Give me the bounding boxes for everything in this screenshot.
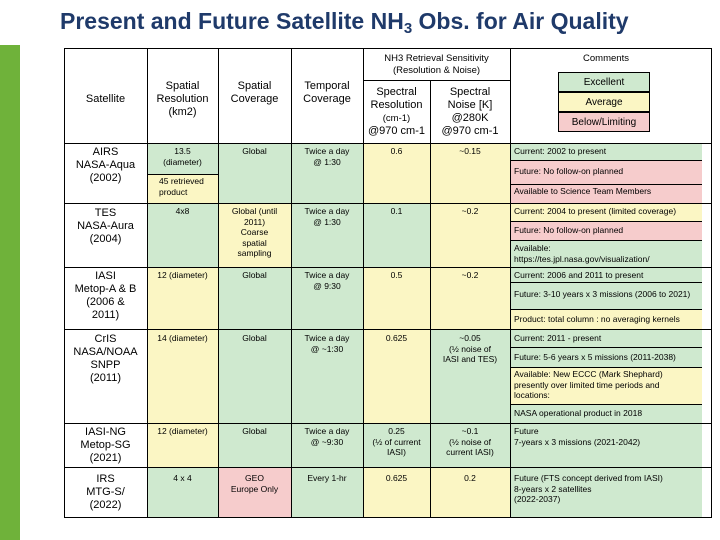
row-rule xyxy=(363,80,510,81)
tes-coverage: Global (until 2011) Coarse spatial sampling xyxy=(231,206,278,258)
row-rule xyxy=(510,160,702,161)
satellite-tes: TES NASA-Aura (2004) xyxy=(77,207,134,245)
tes-resolution: 4x8 xyxy=(175,206,190,216)
header-spectral-resolution: Spectral Resolution (cm-1) @970 cm-1 xyxy=(367,86,426,137)
header-satellite: Satellite xyxy=(85,93,126,105)
irs-comment: Future (FTS concept derived from IASI) 8-years x 2 satellites (2022-2037) xyxy=(514,473,663,504)
satellite-airs: AIRS NASA-Aqua (2002) xyxy=(75,146,136,184)
tes-noise: ~0.2 xyxy=(461,206,479,216)
irs-noise: 0.2 xyxy=(464,473,476,483)
satellite-iasi-ng: IASI-NG Metop-SG (2021) xyxy=(80,426,131,464)
col-rule xyxy=(218,48,219,518)
row-rule xyxy=(64,203,712,204)
irs-resolution: 4 x 4 xyxy=(173,473,192,483)
row-rule xyxy=(510,309,702,310)
header-spatial-resolution: Spatial Resolution (km2) xyxy=(156,80,209,118)
cris-coverage: Global xyxy=(242,333,267,343)
header-temporal-coverage: Temporal Coverage xyxy=(303,80,351,105)
iasi-ng-comment: Future 7-years x 3 missions (2021-2042) xyxy=(514,426,641,447)
irs-spectral-resolution: 0.625 xyxy=(385,473,408,483)
airs-temporal: Twice a day @ 1:30 xyxy=(304,146,350,167)
airs-comment-current: Current: 2002 to present xyxy=(514,146,607,156)
iasi-comment-product: Product: total column : no averaging kernels xyxy=(514,314,680,324)
satellite-irs: IRS MTG-S/ (2022) xyxy=(86,473,125,511)
iasi-resolution: 12 (diameter) xyxy=(157,270,208,280)
row-rule xyxy=(64,143,712,144)
row-rule xyxy=(64,467,712,468)
header-comments: Comments xyxy=(583,53,629,64)
cris-temporal: Twice a day @ ~1:30 xyxy=(304,333,350,354)
iasi-ng-temporal: Twice a day @ ~9:30 xyxy=(304,426,350,447)
row-rule xyxy=(510,367,702,368)
irs-temporal: Every 1-hr xyxy=(307,473,347,483)
tes-comment-future: Future: No follow-on planned xyxy=(514,225,624,235)
tes-link[interactable]: https://tes.jpl.nasa.gov/visualization/ xyxy=(514,253,650,264)
iasi-spectral-resolution: 0.5 xyxy=(390,270,403,280)
row-rule xyxy=(510,347,702,348)
col-rule xyxy=(510,48,511,518)
row-rule xyxy=(510,404,702,405)
cris-comment-current: Current: 2011 - present xyxy=(514,333,602,343)
cris-comment-availability: Available: New ECCC (Mark Shephard) presently over limited time periods and locations: xyxy=(514,369,663,400)
cris-resolution: 14 (diameter) xyxy=(157,333,208,343)
tes-comment-availability: Available: https://tes.jpl.nasa.gov/visualization/ xyxy=(514,243,700,264)
row-rule xyxy=(510,240,702,241)
satellite-iasi: IASI Metop-A & B (2006 & 2011) xyxy=(74,270,137,321)
legend-below-limiting: Below/Limiting xyxy=(558,112,650,132)
cris-spectral-resolution: 0.625 xyxy=(385,333,408,343)
iasi-ng-coverage: Global xyxy=(242,426,267,436)
airs-resolution: 13.5 (diameter) xyxy=(163,146,202,167)
row-rule xyxy=(510,221,702,222)
airs-spectral-resolution: 0.6 xyxy=(390,146,403,156)
row-rule xyxy=(510,184,702,185)
legend-excellent: Excellent xyxy=(558,72,650,92)
airs-coverage: Global xyxy=(242,146,267,156)
iasi-ng-noise: ~0.1 (½ noise of current IASI) xyxy=(446,426,494,457)
iasi-noise: ~0.2 xyxy=(461,270,479,280)
cris-comment-future: Future: 5-6 years x 5 missions (2011-2038) xyxy=(514,352,676,362)
row-rule xyxy=(64,423,712,424)
tes-temporal: Twice a day @ 1:30 xyxy=(304,206,350,227)
header-sensitivity-group: NH3 Retrieval Sensitivity (Resolution & Noise) xyxy=(384,53,489,76)
iasi-temporal: Twice a day @ 9:30 xyxy=(304,270,350,291)
cris-noise: ~0.05 (½ noise of IASI and TES) xyxy=(442,333,498,364)
airs-comment-future: Future: No follow-on planned xyxy=(514,166,624,176)
tes-comment-current: Current: 2004 to present (limited coverage) xyxy=(514,206,677,216)
row-rule xyxy=(510,282,702,283)
legend-average: Average xyxy=(558,92,650,112)
satellite-cris: CrIS NASA/NOAA SNPP (2011) xyxy=(73,333,138,384)
cris-comment-nasa: NASA operational product in 2018 xyxy=(514,408,643,418)
iasi-comment-current: Current: 2006 and 2011 to present xyxy=(514,270,644,280)
airs-extra: 45 retrieved product xyxy=(159,176,204,197)
iasi-ng-resolution: 12 (diameter) xyxy=(157,426,208,436)
iasi-comment-future: Future: 3-10 years x 3 missions (2006 to 2021) xyxy=(514,289,691,299)
row-rule xyxy=(147,174,218,175)
irs-coverage: GEO Europe Only xyxy=(230,473,279,494)
header-spatial-coverage: Spatial Coverage xyxy=(230,80,279,105)
tes-spectral-resolution: 0.1 xyxy=(390,206,403,216)
header-spectral-noise: Spectral Noise [K] @280K @970 cm-1 xyxy=(441,86,499,137)
row-rule xyxy=(64,267,712,268)
slide-title: Present and Future Satellite $NH_3$ Obs. for Air Quality xyxy=(60,8,629,37)
airs-noise: ~0.15 xyxy=(459,146,481,156)
iasi-ng-spectral-resolution: 0.25 (½ of current IASI) xyxy=(372,426,421,457)
accent-bar xyxy=(0,45,20,540)
airs-comment-availability: Available to Science Team Members xyxy=(514,186,652,196)
iasi-coverage: Global xyxy=(242,270,267,280)
row-rule xyxy=(64,329,712,330)
